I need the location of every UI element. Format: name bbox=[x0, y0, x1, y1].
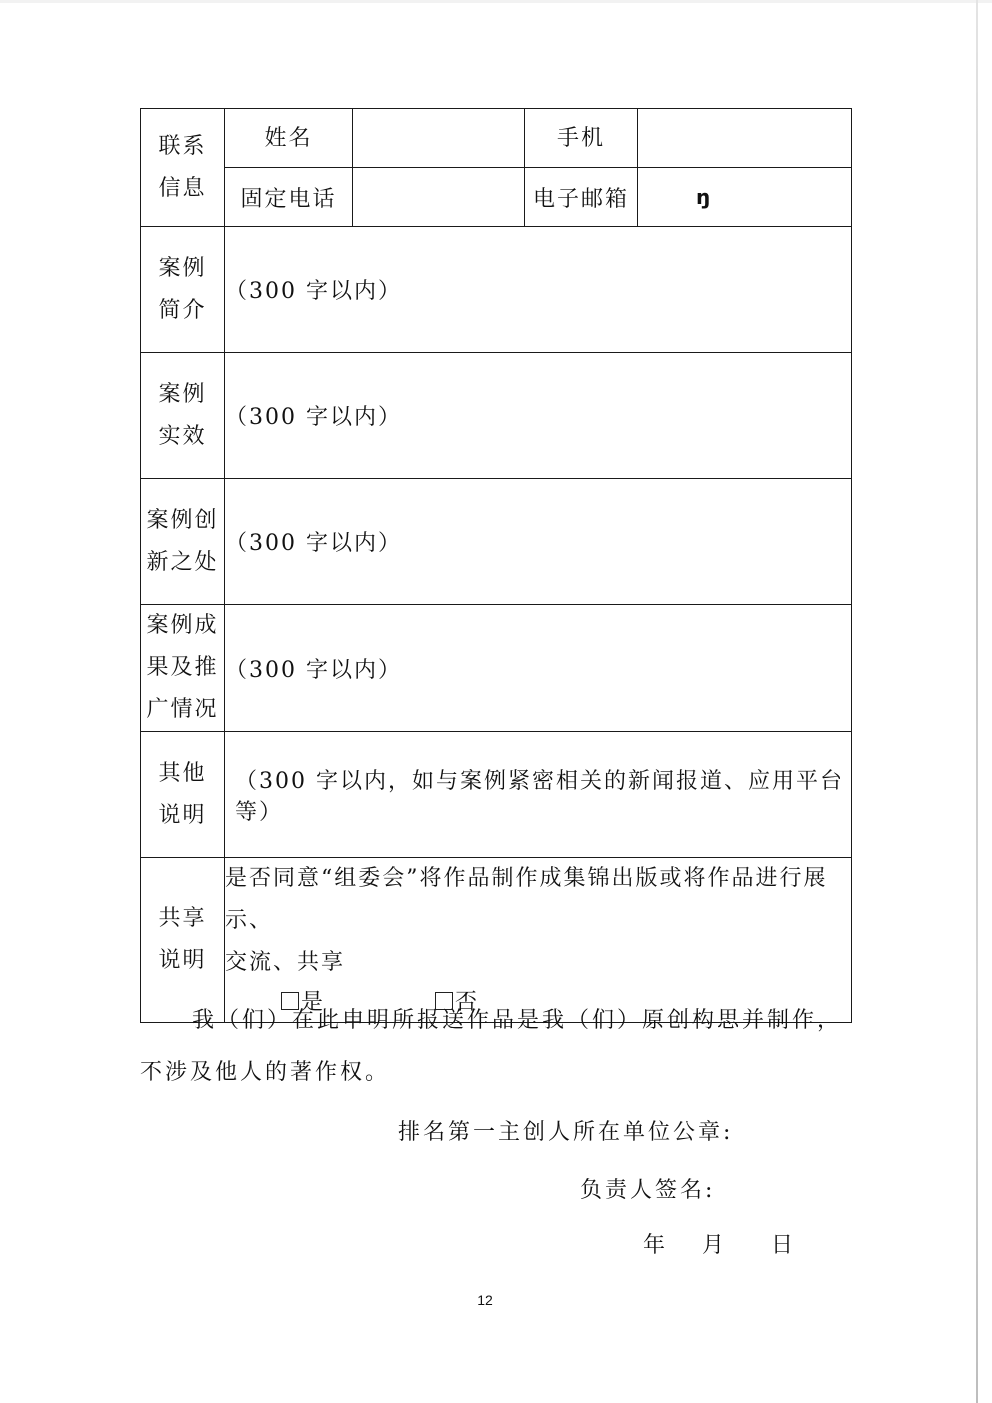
date-month: 月 bbox=[702, 1233, 728, 1258]
section-label-line: 案例创 bbox=[146, 507, 219, 533]
email-field[interactable] bbox=[638, 168, 852, 227]
section-hint-other: （300 字以内，如与案例紧密相关的新闻报道、应用平台等） bbox=[235, 768, 844, 825]
name-label: 姓名 bbox=[225, 109, 353, 168]
section-label-innovation bbox=[141, 479, 225, 605]
signer-label: 负责人签名: bbox=[580, 1178, 716, 1203]
page-number: 12 bbox=[477, 1292, 493, 1308]
share-row bbox=[141, 858, 852, 1023]
share-no-label: 否 bbox=[455, 990, 480, 1015]
section-label-line: 说明 bbox=[158, 802, 207, 828]
section-row-intro bbox=[141, 227, 852, 353]
email-mark: ŋ bbox=[696, 184, 713, 209]
section-label-other bbox=[141, 732, 225, 858]
contact-row-2 bbox=[141, 168, 852, 227]
name-field[interactable] bbox=[353, 109, 525, 168]
date-year: 年 bbox=[643, 1233, 669, 1258]
section-label-line: 其他 bbox=[158, 760, 207, 786]
contact-group-label-line1: 联系 bbox=[158, 133, 207, 159]
page-edge-right bbox=[976, 0, 978, 1403]
share-label-line1: 共享 bbox=[158, 906, 207, 931]
section-label-line: 实效 bbox=[158, 423, 207, 449]
section-label-line: 案例 bbox=[158, 255, 207, 281]
section-field-other[interactable] bbox=[225, 732, 852, 858]
section-field-innovation[interactable] bbox=[225, 479, 852, 605]
share-label bbox=[141, 858, 225, 1023]
share-content bbox=[225, 858, 852, 1023]
statement-line-1: 我（们）在此申明所报送作品是我（们）原创构思并制作， bbox=[192, 1008, 843, 1033]
section-label-line: 简介 bbox=[158, 297, 207, 323]
page-edge-top bbox=[0, 0, 992, 3]
section-label-intro bbox=[141, 227, 225, 353]
phone-field[interactable] bbox=[353, 168, 525, 227]
share-yes-label: 是 bbox=[301, 990, 326, 1015]
section-row-innovation bbox=[141, 479, 852, 605]
section-hint-results: （300 字以内） bbox=[225, 657, 402, 683]
section-label-line: 果及推 bbox=[146, 655, 219, 680]
section-row-other bbox=[141, 732, 852, 858]
contact-group-label bbox=[141, 109, 225, 227]
section-hint-innovation: （300 字以内） bbox=[225, 531, 402, 556]
share-label-line2: 说明 bbox=[158, 948, 207, 973]
share-question-line1: 是否同意“组委会”将作品制作成集锦出版或将作品进行展示、 bbox=[225, 866, 828, 933]
contact-group-label-line2: 信息 bbox=[158, 175, 207, 201]
phone-label: 固定电话 bbox=[225, 168, 353, 227]
section-field-effect[interactable] bbox=[225, 353, 852, 479]
section-field-results[interactable] bbox=[225, 605, 852, 732]
mobile-label: 手机 bbox=[525, 109, 638, 168]
section-label-line: 案例 bbox=[158, 381, 207, 407]
seal-label: 排名第一主创人所在单位公章: bbox=[398, 1120, 734, 1145]
section-row-effect bbox=[141, 353, 852, 479]
date-day: 日 bbox=[771, 1233, 797, 1258]
contact-row-1 bbox=[141, 109, 852, 168]
section-field-intro[interactable] bbox=[225, 227, 852, 353]
statement-line-2: 不涉及他人的著作权。 bbox=[140, 1060, 391, 1085]
section-label-line: 广情况 bbox=[146, 697, 219, 722]
section-row-results bbox=[141, 605, 852, 732]
section-label-effect bbox=[141, 353, 225, 479]
section-hint-effect: （300 字以内） bbox=[225, 405, 402, 430]
section-label-line: 案例成 bbox=[146, 613, 219, 638]
application-form-table bbox=[140, 108, 852, 1023]
section-hint-intro: （300 字以内） bbox=[225, 279, 402, 304]
share-question-line2: 交流、共享 bbox=[225, 950, 346, 975]
mobile-field[interactable] bbox=[638, 109, 852, 168]
email-label: 电子邮箱 bbox=[525, 168, 638, 227]
section-label-results bbox=[141, 605, 225, 732]
section-label-line: 新之处 bbox=[146, 549, 219, 575]
